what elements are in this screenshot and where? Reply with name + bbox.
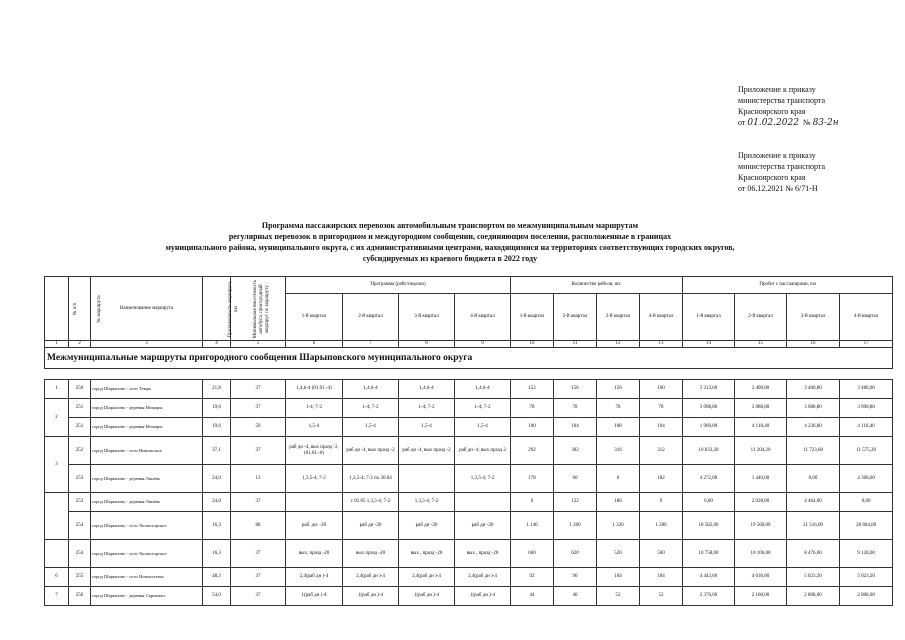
mileage-cell: 3 088,80 (787, 399, 840, 418)
program-cell: 1(раб дн )-4 (343, 587, 399, 606)
trips-cell: 108 (597, 418, 640, 437)
trips-cell: 78 (511, 399, 554, 418)
header-num: № п/п (45, 277, 69, 341)
mileage-cell: 3 098,80 (683, 399, 735, 418)
route-number: 256 (69, 587, 91, 606)
program-cell: 1,5-4 (455, 418, 511, 437)
column-number: 3 (91, 341, 203, 348)
program-cell: вых , празд -20 (455, 540, 511, 568)
trips-cell: 122 (554, 493, 597, 512)
header-route-number: № маршрута (69, 277, 91, 341)
route-length: 21,8 (203, 380, 231, 399)
mileage-cell: 4 368,00 (840, 465, 893, 493)
table-row (45, 568, 893, 587)
trips-cell: 160 (640, 380, 683, 399)
trips-cell: 1 320 (597, 512, 640, 540)
mileage-cell: 4 272,00 (683, 465, 735, 493)
table-row (45, 380, 893, 399)
trips-cell: 292 (511, 437, 554, 465)
trips-cell: 156 (554, 380, 597, 399)
mileage-cell: 4 443,60 (683, 568, 735, 587)
route-number: 253 (69, 465, 91, 493)
section-row (45, 348, 893, 369)
appendix-line: Красноярского края (738, 173, 806, 182)
mileage-cell: 8 476,00 (787, 540, 840, 568)
mileage-cell: 2 928,00 (735, 493, 787, 512)
row-number: 1 (45, 380, 69, 399)
appendix-line: министерства транспорта (738, 96, 826, 105)
spacer-row (45, 369, 893, 380)
row-number: 7 (45, 587, 69, 606)
route-length: 19,6 (203, 418, 231, 437)
trips-cell: 104 (640, 418, 683, 437)
program-cell: 2,4(раб дн )-4 (286, 568, 343, 587)
route-length: 16,3 (203, 540, 231, 568)
trips-cell: 0 (640, 493, 683, 512)
program-cell: вых, празд -20 (286, 540, 343, 568)
mileage-cell: 0,00 (787, 465, 840, 493)
bus-capacity: 50 (231, 418, 286, 437)
trips-cell: 186 (597, 493, 640, 512)
route-name: город Шарыпово - село Новоалтатка (91, 568, 203, 587)
mileage-cell: 4 636,80 (735, 568, 787, 587)
program-cell: раб дн -20 (399, 512, 455, 540)
mileage-cell: 3 488,00 (840, 380, 893, 399)
header-quarter: 2-й квартал (735, 294, 787, 341)
route-name: город Шарыпово - село Темра (91, 380, 203, 399)
mileage-cell: 2 808,00 (840, 587, 893, 606)
mileage-cell: 1 440,00 (735, 465, 787, 493)
trips-cell: 104 (597, 568, 640, 587)
mileage-cell: 10 106,00 (735, 540, 787, 568)
column-number: 16 (787, 341, 840, 348)
appendix-line: Приложение к приказу (738, 85, 816, 94)
trips-cell: 152 (511, 380, 554, 399)
appendix-line: Приложение к приказу (738, 151, 816, 160)
header-mileage: Пробег с пассажирами, км (683, 277, 893, 294)
trips-cell: 312 (640, 437, 683, 465)
program-cell: раб дн -4, вых празд -2, (01.01.-0) (286, 437, 343, 465)
mileage-cell: 11 204,20 (735, 437, 787, 465)
route-name: город Шарыпово - село Холмогорское (91, 512, 203, 540)
trips-cell: 560 (640, 540, 683, 568)
column-number: 15 (735, 341, 787, 348)
mileage-cell: 3 313,60 (683, 380, 735, 399)
bus-capacity: 37 (231, 540, 286, 568)
program-cell (286, 493, 343, 512)
column-number: 8 (399, 341, 455, 348)
route-length: 54,0 (203, 587, 231, 606)
number-prefix: № (802, 118, 811, 127)
route-length: 24,0 (203, 465, 231, 493)
handwritten-number: 83-2н (812, 118, 839, 128)
trips-cell: 316 (597, 437, 640, 465)
trips-cell: 0 (597, 465, 640, 493)
bus-capacity: 37 (231, 380, 286, 399)
route-length: 19,6 (203, 399, 231, 418)
header-quarter: 4-й квартал (455, 294, 511, 341)
program-cell: 2,4(раб дн )-4 (455, 568, 511, 587)
header-quarter: 3-й квартал (399, 294, 455, 341)
column-number: 5 (231, 341, 286, 348)
table-row (45, 418, 893, 437)
table-row (45, 587, 893, 606)
mileage-cell: 3 088,80 (735, 399, 787, 418)
trips-cell: 520 (597, 540, 640, 568)
route-number: 252 (69, 437, 91, 465)
appendix-block-1 (738, 84, 839, 129)
mileage-cell: 4 118,40 (840, 418, 893, 437)
program-cell: 1(раб дн )-4 (455, 587, 511, 606)
header-min-capacity: Минимальная вместимость автобуса, пригородный маршрут по маршруту (231, 277, 286, 341)
trips-cell: 52 (597, 587, 640, 606)
table-row (45, 465, 893, 493)
trips-cell: 40 (554, 587, 597, 606)
column-number: 2 (69, 341, 91, 348)
trips-cell: 1 200 (554, 512, 597, 540)
mileage-cell: 18 582,00 (683, 512, 735, 540)
route-number: 251 (69, 399, 91, 418)
program-cell: 1,4,6-4 (455, 380, 511, 399)
program-cell (399, 465, 455, 493)
mileage-cell: 1 960,00 (683, 418, 735, 437)
header-trips: Количество рейсов, шт. (511, 277, 683, 294)
mileage-cell: 0,00 (840, 493, 893, 512)
trips-cell: 156 (597, 380, 640, 399)
trips-cell: 52 (640, 587, 683, 606)
trips-cell: 96 (554, 568, 597, 587)
program-cell: вых , празд -20 (399, 540, 455, 568)
program-cell: 2,4(раб дн )-4 (399, 568, 455, 587)
trips-cell: 100 (511, 418, 554, 437)
appendix-line: Красноярского края (738, 107, 806, 116)
column-number: 13 (640, 341, 683, 348)
header-program: Программа (рейс/неделю) (286, 277, 511, 294)
appendix-line: от 06.12.2021 № 6/71-Н (738, 184, 818, 193)
route-number: 254 (69, 540, 91, 568)
column-number: 7 (343, 341, 399, 348)
mileage-cell: 4 464,00 (787, 493, 840, 512)
column-number: 10 (511, 341, 554, 348)
header-route-name: Наименование маршрута (91, 277, 203, 341)
route-number: 254 (69, 512, 91, 540)
route-name: город Шарыпово - село Никольское (91, 437, 203, 465)
program-cell (455, 493, 511, 512)
mileage-cell: 9 128,00 (840, 540, 893, 568)
trips-cell: 0 (511, 493, 554, 512)
appendix-date-line (738, 117, 839, 129)
mileage-cell: 2 160,00 (735, 587, 787, 606)
bus-capacity: 37 (231, 493, 286, 512)
program-cell: раб дн -4, вых празд -2 (343, 437, 399, 465)
column-number: 4 (203, 341, 231, 348)
mileage-cell: 3 098,80 (840, 399, 893, 418)
route-name: город Шарыпово - деревня Скрипачи (91, 587, 203, 606)
routes-table (44, 276, 893, 606)
date-prefix: от (738, 118, 746, 127)
trips-cell: 78 (597, 399, 640, 418)
route-length: 16,3 (203, 512, 231, 540)
document-title (100, 220, 800, 264)
mileage-cell: 10 758,00 (683, 540, 735, 568)
route-name: город Шарыпово - деревня Линёво (91, 493, 203, 512)
header-quarter: 1-й квартал (286, 294, 343, 341)
bus-capacity: 88 (231, 512, 286, 540)
program-cell: 1-4; 7-2 (286, 399, 343, 418)
column-number: 6 (286, 341, 343, 348)
trips-cell: 104 (554, 418, 597, 437)
table-row (45, 437, 893, 465)
program-cell: 1,4,6-4 (399, 380, 455, 399)
column-number: 1 (45, 341, 69, 348)
trips-cell: 44 (511, 587, 554, 606)
row-number (45, 540, 69, 568)
mileage-cell: 5 023,20 (840, 568, 893, 587)
mileage-cell: 19 560,00 (735, 512, 787, 540)
header-quarter: 4-й квартал (640, 294, 683, 341)
title-line: Программа пассажирских перевозок автомобильным транспортом по межмуниципальным маршрутам (261, 221, 639, 230)
program-cell: раб дн -4, вых празд -2 (399, 437, 455, 465)
header-length: Протяженность маршрута, км (203, 277, 231, 341)
route-number: 255 (69, 568, 91, 587)
mileage-cell: 4 118,40 (735, 418, 787, 437)
program-cell: 1,5-4 (399, 418, 455, 437)
mileage-cell: 5 023,20 (787, 568, 840, 587)
row-number (45, 493, 69, 540)
bus-capacity: 37 (231, 587, 286, 606)
route-name: город Шарыпово - деревня Можары (91, 399, 203, 418)
program-cell: раб. дн. -20 (286, 512, 343, 540)
column-number: 17 (840, 341, 893, 348)
mileage-cell: 3 400,80 (735, 380, 787, 399)
table-row (45, 399, 893, 418)
column-number: 12 (597, 341, 640, 348)
trips-cell: 302 (554, 437, 597, 465)
mileage-cell: 4 236,80 (787, 418, 840, 437)
column-number: 14 (683, 341, 735, 348)
route-number: 253 (69, 493, 91, 512)
route-length: 37,1 (203, 437, 231, 465)
program-cell: 1,5-4 (286, 418, 343, 437)
column-number-row (45, 341, 893, 348)
appendix-line: министерства транспорта (738, 162, 826, 171)
column-number: 9 (455, 341, 511, 348)
header-quarter: 2-й квартал (554, 294, 597, 341)
trips-cell: 92 (511, 568, 554, 587)
row-number: 2 (45, 399, 69, 437)
table-row (45, 512, 893, 540)
program-cell: 1,5-4 (343, 418, 399, 437)
trips-cell: 182 (640, 465, 683, 493)
bus-capacity: 37 (231, 568, 286, 587)
header-quarter: 1-й квартал (683, 294, 735, 341)
program-cell: раб дн -20 (343, 512, 399, 540)
table-row (45, 493, 893, 512)
row-number: 6 (45, 568, 69, 587)
program-cell: 1(раб дн )-4 (286, 587, 343, 606)
mileage-cell: 20 864,00 (840, 512, 893, 540)
mileage-cell: 11 575,20 (840, 437, 893, 465)
table-row (45, 540, 893, 568)
route-number: 250 (69, 380, 91, 399)
header-quarter: 4-й квартал (840, 294, 893, 341)
route-length: 48,3 (203, 568, 231, 587)
row-number: 3 (45, 437, 69, 493)
program-cell: 1-4; 7-2 (399, 399, 455, 418)
mileage-cell: 10 833,20 (683, 437, 735, 465)
program-cell: 1,3,5-4; 7-2 (286, 465, 343, 493)
mileage-cell: 2 376,00 (683, 587, 735, 606)
program-cell: 1,4,6-4 (343, 380, 399, 399)
program-cell: 1,3,5-4; 7-2 (455, 465, 511, 493)
trips-cell: 660 (511, 540, 554, 568)
mileage-cell: 21 516,00 (787, 512, 840, 540)
title-line: муниципального района, муниципального округа, с их административными центрами, находящимися на территориях соответствующих городских округов, (165, 243, 735, 252)
program-cell: раб дн -4; вых празд 2 (455, 437, 511, 465)
appendix-block-2 (738, 150, 825, 194)
mileage-cell: 3 400,80 (787, 380, 840, 399)
title-line: субсидируемых из краевого бюджета в 2022 году (362, 254, 538, 263)
header-quarter: 1-й квартал (511, 294, 554, 341)
bus-capacity: 37 (231, 437, 286, 465)
mileage-cell: 2 808,00 (787, 587, 840, 606)
trips-cell: 178 (511, 465, 554, 493)
program-cell: 1,4,6-4 (01.01.-4) (286, 380, 343, 399)
trips-cell: 620 (554, 540, 597, 568)
route-length: 24,0 (203, 493, 231, 512)
mileage-cell: 11 723,60 (787, 437, 840, 465)
header-quarter: 2-й квартал (343, 294, 399, 341)
column-number: 11 (554, 341, 597, 348)
program-cell: 1-4; 7-2 (343, 399, 399, 418)
bus-capacity: 13 (231, 465, 286, 493)
mileage-cell: 0,00 (683, 493, 735, 512)
bus-capacity: 37 (231, 399, 286, 418)
program-cell: 1,3,5-4; 7-2 по 30.04 (343, 465, 399, 493)
program-cell: 1,3,5-4; 7-2 (399, 493, 455, 512)
title-line: регулярных перевозок в пригородном и междугородном сообщении, соединяющим поселения, расположенные в границах (228, 232, 672, 241)
program-cell: с 01.05 1,3,5-4; 7-2 (343, 493, 399, 512)
route-name: город Шарыпово - деревня Можары (91, 418, 203, 437)
trips-cell: 104 (640, 568, 683, 587)
program-cell: 2,4(раб дн )-4 (343, 568, 399, 587)
trips-cell: 1 280 (640, 512, 683, 540)
program-cell: 1-4; 7-2 (455, 399, 511, 418)
handwritten-date: 01.02.2022 (747, 118, 799, 128)
route-number: 251 (69, 418, 91, 437)
program-cell: 1(раб дн )-4 (399, 587, 455, 606)
header-quarter: 3-й квартал (597, 294, 640, 341)
program-cell: вых празд -20 (343, 540, 399, 568)
route-name: город Шарыпово - деревня Линёво (91, 465, 203, 493)
route-name: город Шарыпово - село Холмогорское (91, 540, 203, 568)
header-quarter: 3-й квартал (787, 294, 840, 341)
trips-cell: 78 (640, 399, 683, 418)
program-cell: раб дн -20 (455, 512, 511, 540)
trips-cell: 1 140 (511, 512, 554, 540)
trips-cell: 60 (554, 465, 597, 493)
trips-cell: 78 (554, 399, 597, 418)
section-title: Межмуниципальные маршруты пригородного сообщения Шарыповского муниципального округа (45, 348, 893, 369)
